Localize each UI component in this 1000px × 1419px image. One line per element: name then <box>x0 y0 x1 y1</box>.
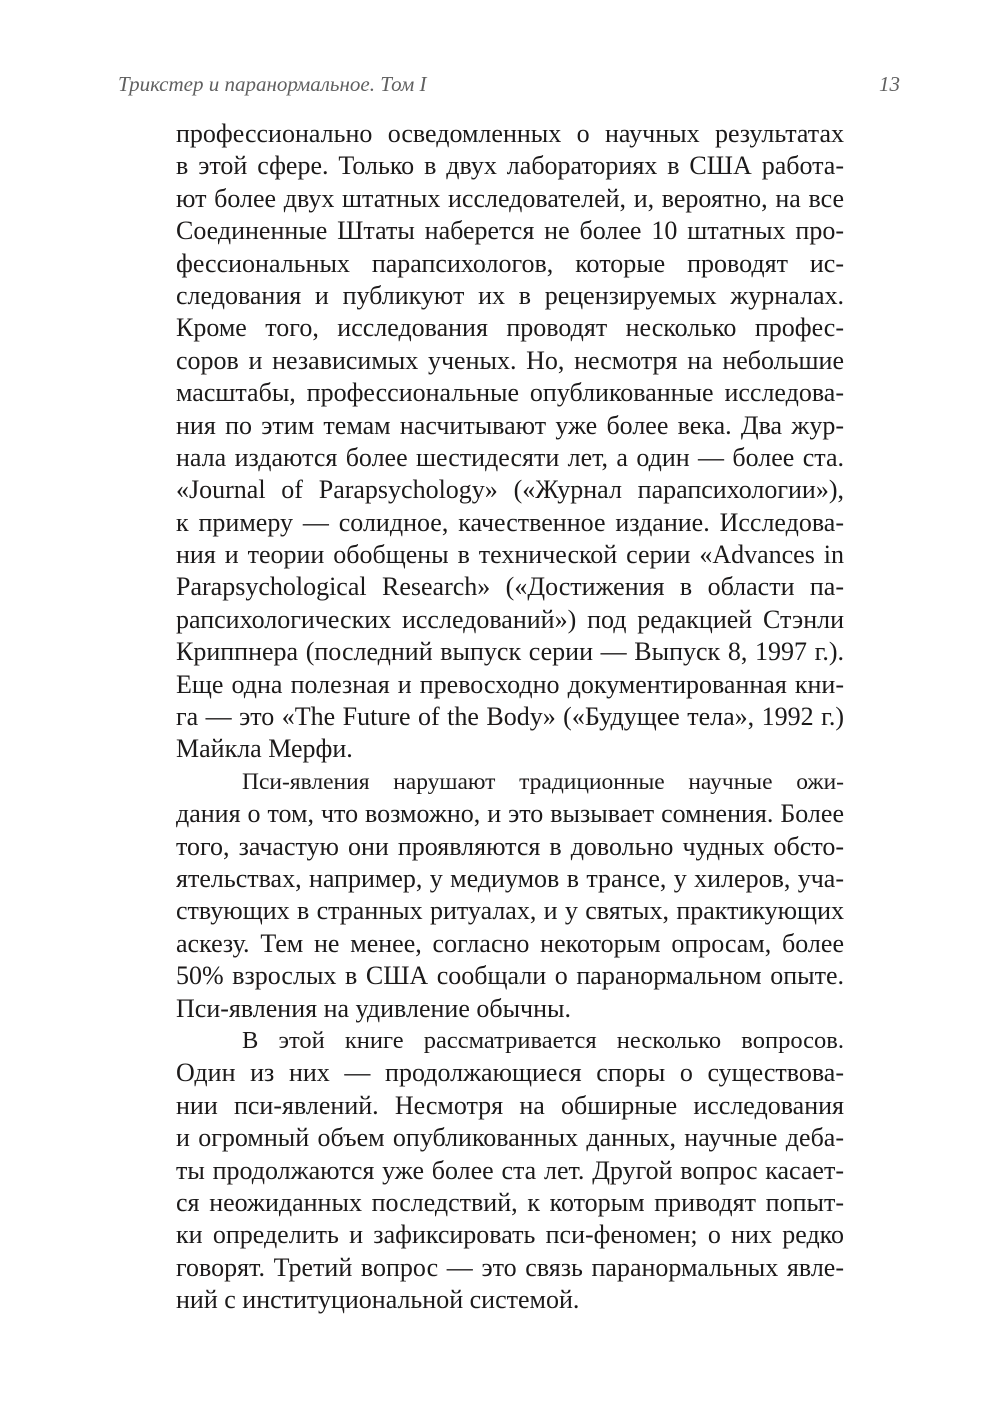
text-line: нала издаются более шестидесяти лет, а один — более ста. <box>176 442 844 472</box>
paragraph-2 <box>176 766 844 1025</box>
text-line: Один из них — продолжающиеся споры о существова- <box>176 1058 844 1088</box>
text-line: Пси-явления нарушают традиционные научные ожи- <box>242 768 844 795</box>
text-line: Криппнера (последний выпуск серии — Выпуск 8, 1997 г.). <box>176 637 844 667</box>
text-line: ют более двух штатных исследователей, и, вероятно, на все <box>176 183 844 213</box>
page-number: 13 <box>879 72 900 96</box>
text-line: В этой книге рассматривается несколько вопросов. <box>242 1026 844 1054</box>
text-line: дания о том, что возможно, и это вызывает сомнения. Более <box>176 799 844 829</box>
text-line: соров и независимых ученых. Но, несмотря на небольшие <box>176 345 844 375</box>
text-line: и огромный объем опубликованных данных, научные деба- <box>176 1123 844 1153</box>
text-line: Майкла Мерфи. <box>176 734 353 764</box>
text-line: «Journal of Parapsychology» («Журнал парапсихологии»), <box>176 475 844 505</box>
text-line: га — это «The Future of the Body» («Будущее тела», 1992 г.) <box>176 702 844 732</box>
running-header <box>118 72 900 102</box>
text-line: к примеру — солидное, качественное издание. Исследова- <box>176 507 844 537</box>
text-line: Пси-явления на удивление обычны. <box>176 993 572 1023</box>
text-line: нии пси-явлений. Несмотря на обширные исследования <box>176 1090 844 1120</box>
text-line: Parapsychological Research» («Достижения в области па- <box>176 572 844 602</box>
text-line: Соединенные Штаты наберется не более 10 штатных про- <box>176 216 844 246</box>
text-line: ся неожиданных последствий, к которым приводят попыт- <box>176 1187 844 1217</box>
text-line: ствующих в странных ритуалах, и у святых, практикующих <box>176 896 844 926</box>
text-line: ния и теории обобщены в технической серии «Advances in <box>176 540 844 570</box>
text-line: ния по этим темам насчитывают уже более века. Два жур- <box>176 410 844 440</box>
text-line: масштабы, профессиональные опубликованные исследова- <box>176 378 844 408</box>
text-line: ний с институциональной системой. <box>176 1285 580 1315</box>
paragraph-3 <box>176 1025 844 1317</box>
paragraph-1 <box>176 118 844 766</box>
text-line: следования и публикуют их в рецензируемых журналах. <box>176 280 844 310</box>
text-line: аскезу. Тем не менее, согласно некоторым опросам, более <box>176 928 844 958</box>
text-line: профессионально осведомленных о научных результатах <box>176 119 844 148</box>
text-line: ки определить и зафиксировать пси-феномен; о них редко <box>176 1220 844 1250</box>
text-line: Еще одна полезная и превосходно документированная кни- <box>176 669 844 699</box>
text-line: ты продолжаются уже более ста лет. Другой вопрос касает- <box>176 1155 844 1185</box>
text-line: рапсихологических исследований») под редакцией Стэнли <box>176 604 844 634</box>
text-line: 50% взрослых в США сообщали о паранормальном опыте. <box>176 961 844 991</box>
running-title: Трикстер и паранормальное. Том I <box>118 72 427 96</box>
text-line: Кроме того, исследования проводят несколько профес- <box>176 313 844 343</box>
text-line: фессиональных парапсихологов, которые проводят ис- <box>176 248 844 278</box>
text-line: говорят. Третий вопрос — это связь паранормальных явле- <box>176 1252 844 1282</box>
text-line: в этой сфере. Только в двух лабораториях в США работа- <box>176 151 844 181</box>
text-line: ятельствах, например, у медиумов в трансе, у хилеров, уча- <box>176 863 844 893</box>
text-line: того, зачастую они проявляются в довольно чудных обсто- <box>176 831 844 861</box>
body-text <box>176 118 844 1316</box>
